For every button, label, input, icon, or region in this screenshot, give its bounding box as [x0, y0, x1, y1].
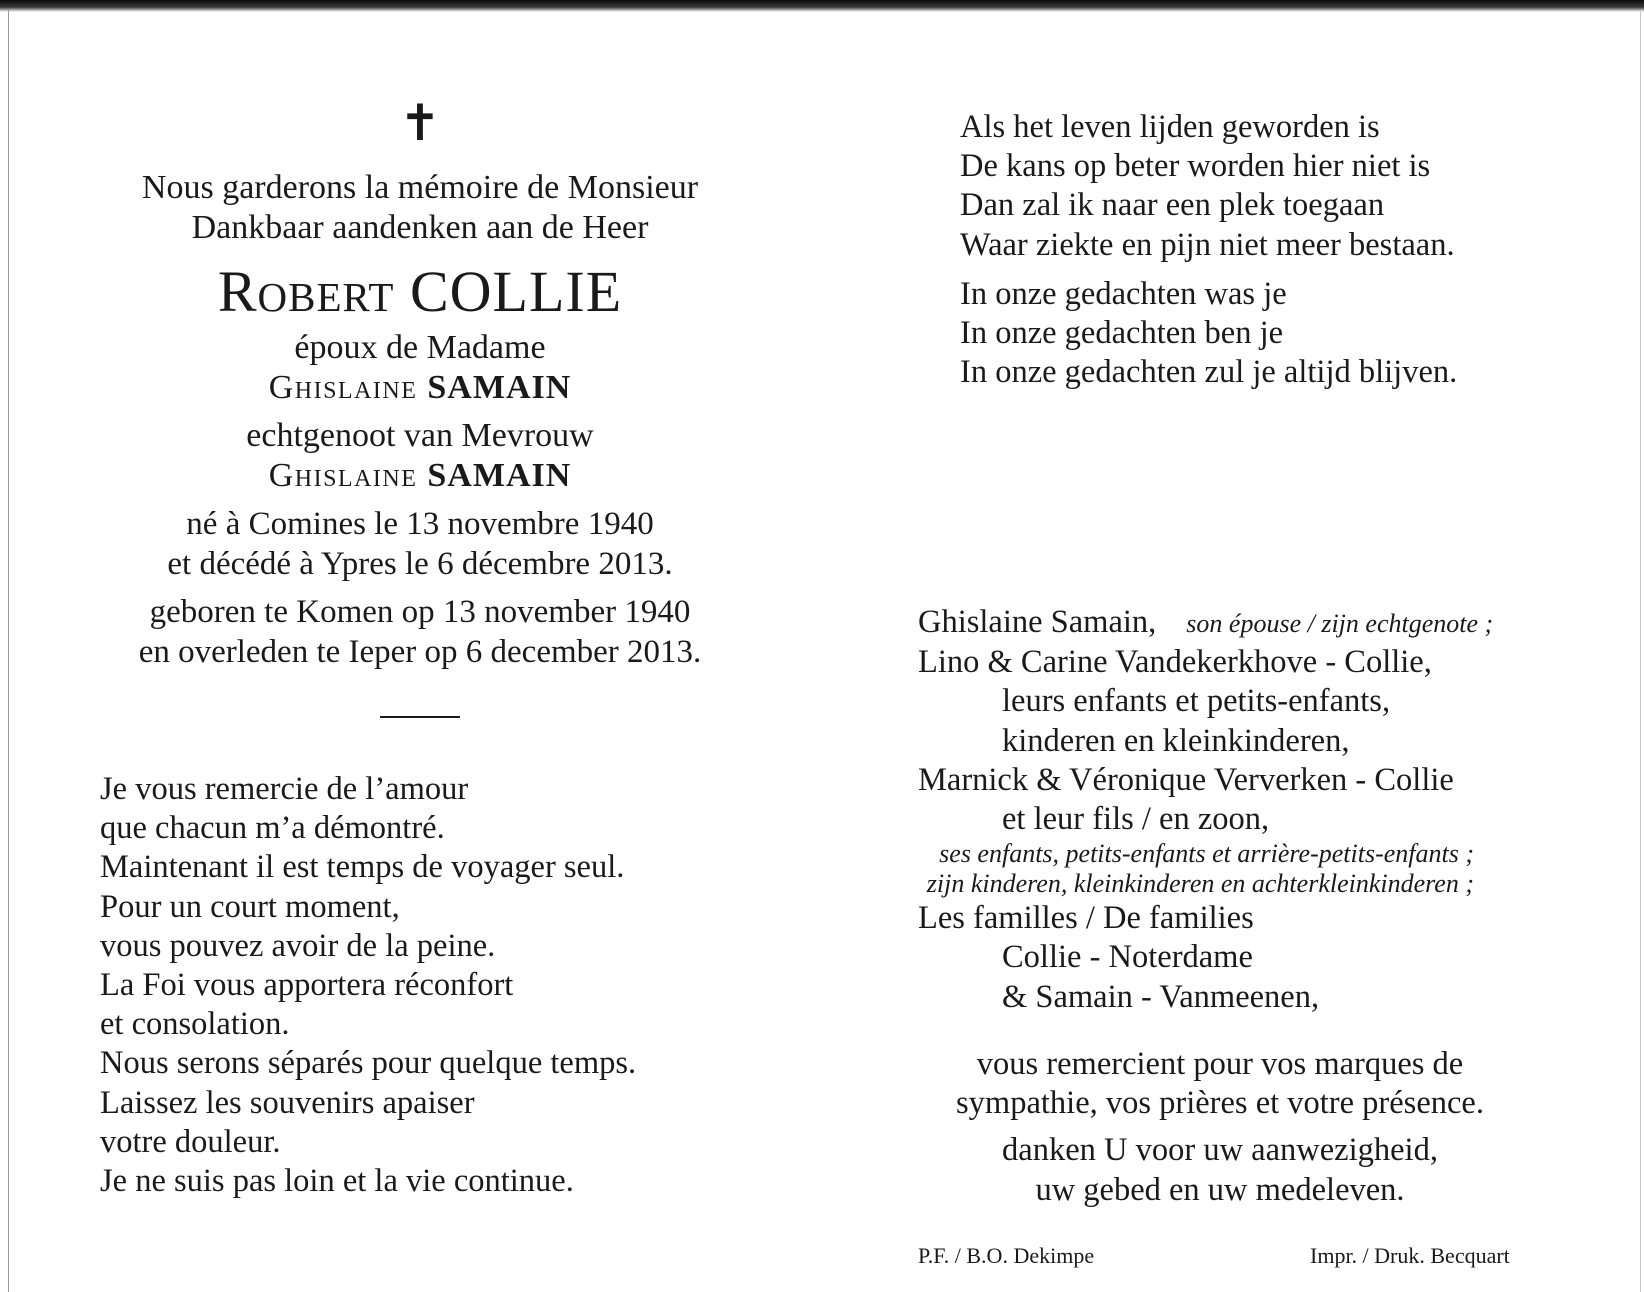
thanks-block [900, 1045, 1540, 1210]
printer: Impr. / Druk. Becquart [1310, 1243, 1510, 1268]
intro-nl: Dankbaar aandenken aan de Heer [191, 209, 649, 246]
poem-line: Nous serons séparés pour quelque temps. [100, 1045, 637, 1082]
memorial-header [100, 92, 740, 718]
family-2: & Samain - Vanmeenen, [1002, 978, 1320, 1015]
cross-icon: ✝ [399, 95, 441, 151]
poem-line: In onze gedachten was je [960, 275, 1287, 312]
funeral-home: P.F. / B.O. Dekimpe [918, 1243, 1095, 1268]
poem-line: et consolation. [100, 1006, 290, 1043]
poem-line: Je ne suis pas loin et la vie continue. [100, 1163, 574, 1200]
deceased-first-name: Robert [217, 259, 395, 324]
children-role-fr: ses enfants, petits-enfants et arrière-petits-enfants ; [939, 839, 1474, 869]
spouse-last-nl: SAMAIN [427, 457, 572, 494]
spouse-name: Ghislaine Samain, [918, 604, 1157, 640]
poem-line: Je vous remercie de l’amour [100, 771, 469, 807]
poem-stanza-2 [960, 275, 1580, 393]
poem-line: votre douleur. [100, 1123, 281, 1160]
family-child-1-line-3: kinderen en kleinkinderen, [1002, 722, 1350, 759]
card-left-edge [8, 10, 9, 1292]
deceased-name [100, 256, 740, 328]
poem-line: Maintenant il est temps de voyager seul. [100, 849, 625, 886]
spouse-intro-nl: echtgenoot van Mevrouw [246, 417, 594, 454]
poem-line: De kans op beter worden hier niet is [960, 148, 1431, 185]
deceased-last-name: COLLIE [409, 259, 623, 324]
families-label: Les familles / De families [918, 900, 1254, 937]
poem-line: que chacun m’a démontré. [100, 810, 445, 847]
thanks-fr-2: sympathie, vos prières et votre présence. [956, 1085, 1484, 1122]
intro-fr: Nous garderons la mémoire de Monsieur [141, 169, 699, 206]
family-child-1-line-2: leurs enfants et petits-enfants, [1002, 683, 1391, 720]
died-nl: en overleden te Ieper op 6 december 2013. [138, 634, 702, 670]
scan-top-edge [0, 0, 1644, 12]
poem-line: Als het leven lijden geworden is [960, 109, 1380, 145]
card-right-edge [1640, 10, 1641, 1292]
family-1: Collie - Noterdame [1002, 939, 1253, 976]
born-fr: né à Comines le 13 novembre 1940 [186, 506, 654, 542]
thanks-fr-1: vous remercient pour vos marques de [976, 1046, 1464, 1082]
spouse-name-nl [100, 456, 740, 496]
spouse-last-fr: SAMAIN [427, 369, 572, 406]
spouse-first-fr: Ghislaine [268, 369, 418, 406]
divider [380, 716, 460, 718]
thanks-nl-2: uw gebed en uw medeleven. [1035, 1171, 1405, 1208]
poem-line: Waar ziekte en pijn niet meer bestaan. [960, 226, 1455, 263]
poem-line: In onze gedachten ben je [960, 315, 1284, 352]
children-role-nl: zijn kinderen, kleinkinderen en achterkleinkinderen ; [926, 869, 1474, 899]
born-nl: geboren te Komen op 13 november 1940 [149, 594, 691, 630]
spouse-name-fr [100, 368, 740, 408]
family-spouse [918, 603, 1558, 643]
poem-line: La Foi vous apportera réconfort [100, 967, 514, 1004]
family-child-1: Lino & Carine Vandekerkhove - Collie, [918, 644, 1432, 681]
poem-line: vous pouvez avoir de la peine. [100, 927, 496, 964]
family-child-2-line-2: et leur fils / en zoon, [1002, 801, 1270, 838]
spouse-first-nl: Ghislaine [268, 457, 418, 494]
poem-fr [100, 770, 740, 1201]
family-child-2: Marnick & Véronique Ververken - Collie [918, 761, 1454, 798]
spouse-intro-fr: époux de Madame [294, 329, 546, 366]
poem-line: Laissez les souvenirs apaiser [100, 1084, 475, 1121]
died-fr: et décédé à Ypres le 6 décembre 2013. [167, 546, 673, 582]
poem-line: In onze gedachten zul je altijd blijven. [960, 354, 1458, 391]
family-list [918, 603, 1558, 1017]
poem-nl [960, 108, 1580, 392]
poem-line: Pour un court moment, [100, 888, 400, 925]
spouse-role: son épouse / zijn echtgenote ; [1186, 609, 1494, 638]
poem-line: Dan zal ik naar een plek toegaan [960, 187, 1385, 224]
thanks-nl-1: danken U voor uw aanwezigheid, [1002, 1132, 1438, 1169]
